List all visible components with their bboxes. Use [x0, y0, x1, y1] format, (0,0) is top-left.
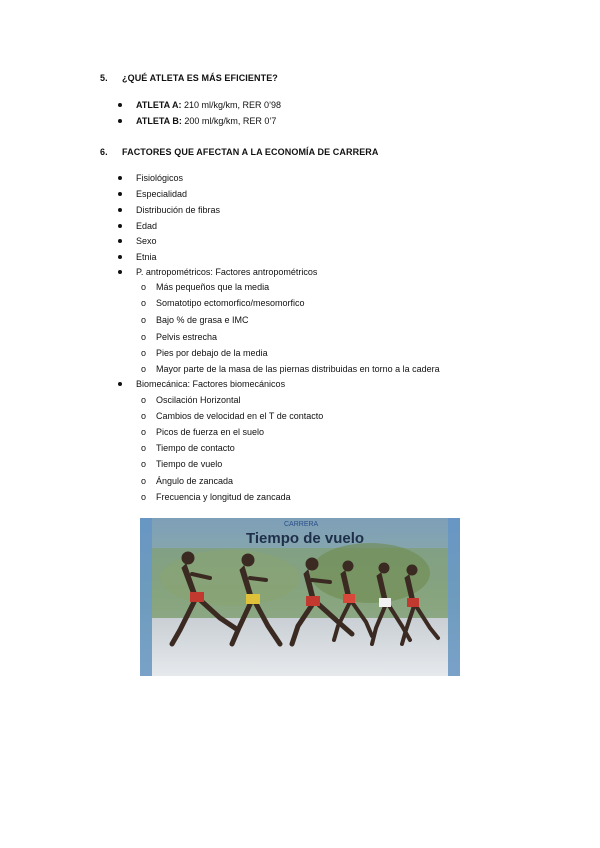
list-item-text: Edad: [136, 221, 158, 231]
sub-list-item-text: Bajo % de grasa e IMC: [156, 315, 249, 325]
bullet-icon: [118, 119, 122, 123]
section-5-heading: [100, 73, 278, 83]
list-item: [118, 379, 285, 389]
section-6-number: 6.: [100, 147, 108, 157]
bullet-icon: [118, 176, 122, 180]
circle-bullet-icon: o: [141, 492, 147, 502]
sub-list-item-text: Tiempo de contacto: [156, 443, 235, 453]
list-item: [118, 267, 317, 277]
list-item-text: Biomecánica: Factores biomecánicos: [136, 379, 286, 389]
circle-bullet-icon: o: [141, 348, 147, 358]
list-item: [118, 173, 183, 183]
sub-list-item-text: Picos de fuerza en el suelo: [156, 427, 265, 437]
sub-list-item-text: Ángulo de zancada: [156, 476, 234, 486]
sub-list-item: [141, 298, 305, 308]
bullet-icon: [118, 224, 122, 228]
athlete-b-value: 200 ml/kg/km, RER 0’7: [181, 116, 277, 126]
circle-bullet-icon: o: [141, 395, 147, 405]
sub-list-item: [141, 492, 291, 502]
sub-list-item-text: Pies por debajo de la media: [156, 348, 268, 358]
list-item-text: Fisiológicos: [136, 173, 184, 183]
sub-list-item-text: Más pequeños que la media: [156, 282, 270, 292]
circle-bullet-icon: o: [141, 411, 147, 421]
list-item: [118, 236, 157, 246]
runners-slide-photo: [140, 518, 460, 676]
bullet-icon: [118, 270, 122, 274]
list-item: [118, 252, 157, 262]
sub-list-item-text: Mayor parte de la masa de las piernas distribuidas en torno a la cadera: [156, 364, 440, 374]
section-6-title: FACTORES QUE AFECTAN A LA ECONOMÍA DE CARRERA: [122, 147, 379, 157]
circle-bullet-icon: o: [141, 459, 147, 469]
bullet-icon: [118, 103, 122, 107]
section-6-heading: [100, 147, 379, 157]
list-item-text: Especialidad: [136, 189, 188, 199]
slide-header-text: CARRERA: [284, 521, 319, 528]
sub-list-item: [141, 364, 440, 374]
athlete-b-label: ATLETA B:: [136, 116, 182, 126]
sub-list-item-text: Frecuencia y longitud de zancada: [156, 492, 291, 502]
list-item-text: P. antropométricos: Factores antropométricos: [136, 267, 318, 277]
slide-title-text: Tiempo de vuelo: [246, 530, 365, 547]
list-item-text: Distribución de fibras: [136, 205, 221, 215]
athlete-a-label: ATLETA A:: [136, 100, 182, 110]
sub-list-item: [141, 427, 264, 437]
list-item: [118, 189, 187, 199]
sub-list-item-text: Somatotipo ectomorfico/mesomorfico: [156, 298, 305, 308]
sub-list-item: [141, 332, 217, 342]
sub-list-item: [141, 411, 323, 421]
section-5-number: 5.: [100, 73, 108, 83]
circle-bullet-icon: o: [141, 282, 147, 292]
list-item-text: Etnia: [136, 252, 157, 262]
circle-bullet-icon: o: [141, 298, 147, 308]
sub-list-item: [141, 395, 241, 405]
runners-illustration: [140, 518, 460, 676]
bullet-icon: [118, 255, 122, 259]
circle-bullet-icon: o: [141, 364, 147, 374]
sub-list-item: [141, 282, 269, 292]
circle-bullet-icon: o: [141, 427, 147, 437]
list-item: [118, 221, 157, 231]
sub-list-item-text: Oscilación Horizontal: [156, 395, 241, 405]
bullet-icon: [118, 239, 122, 243]
section-5-title: ¿QUÉ ATLETA ES MÁS EFICIENTE?: [122, 73, 278, 83]
bullet-icon: [118, 382, 122, 386]
circle-bullet-icon: o: [141, 332, 147, 342]
sub-list-item: [141, 443, 235, 453]
sub-list-item: [141, 476, 233, 486]
athlete-a-value: 210 ml/kg/km, RER 0’98: [181, 100, 282, 110]
sub-list-item-text: Cambios de velocidad en el T de contacto: [156, 411, 324, 421]
sub-list-item: [141, 315, 249, 325]
bullet-icon: [118, 192, 122, 196]
circle-bullet-icon: o: [141, 476, 147, 486]
bullet-icon: [118, 208, 122, 212]
sub-list-item-text: Tiempo de vuelo: [156, 459, 223, 469]
circle-bullet-icon: o: [141, 443, 147, 453]
athlete-b-item: [118, 116, 276, 126]
sub-list-item: [141, 348, 268, 358]
athlete-a-item: [118, 100, 281, 110]
sub-list-item-text: Pelvis estrecha: [156, 332, 218, 342]
sub-list-item: [141, 459, 222, 469]
list-item-text: Sexo: [136, 236, 157, 246]
circle-bullet-icon: o: [141, 315, 147, 325]
list-item: [118, 205, 220, 215]
